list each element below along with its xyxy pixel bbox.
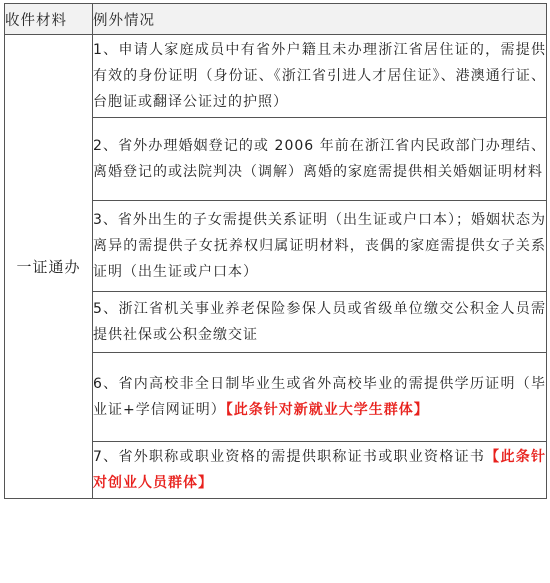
exceptions-table — [4, 3, 547, 499]
header-exceptions: 例外情况 — [93, 4, 547, 35]
exception-item-7 — [93, 442, 547, 499]
target-group-note: 【此条针对创业人员群体】 — [93, 449, 547, 491]
item-text: 6、省内高校非全日制毕业生或省外高校毕业的需提供学历证明（毕业证+学信网证明） — [93, 376, 546, 418]
item-text: 1、申请人家庭成员中有省外户籍且未办理浙江省居住证的，需提供有效的身份证明（身份证、《浙江省引进人才居住证》、港澳通行证、台胞证或翻译公证过的护照） — [93, 42, 546, 110]
item-text: 5、浙江省机关事业养老保险参保人员或省级单位缴交公积金人员需提供社保或公积金缴交证 — [93, 301, 546, 343]
item-text: 3、省外出生的子女需提供关系证明（出生证或户口本）；婚姻状态为离异的需提供子女抚养权归属证明材料，丧偶的家庭需提供女子关系证明（出生证或户口本） — [93, 212, 546, 280]
exception-item-3 — [93, 201, 547, 292]
header-materials: 收件材料 — [5, 4, 93, 35]
table-row — [5, 35, 547, 118]
exception-item-1 — [93, 35, 547, 118]
target-group-note: 【此条针对新就业大学生群体】 — [225, 402, 429, 418]
header-row — [5, 4, 547, 35]
category-cell: 一证通办 — [5, 35, 93, 499]
exception-item-5 — [93, 292, 547, 353]
exception-item-6 — [93, 353, 547, 442]
exception-item-2 — [93, 118, 547, 201]
item-text: 2、省外办理婚姻登记的或 2006 年前在浙江省内民政部门办理结、离婚登记的或法院判决（调解）离婚的家庭需提供相关婚姻证明材料 — [93, 138, 546, 180]
item-text: 7、省外职称或职业资格的需提供职称证书或职业资格证书 — [93, 449, 486, 465]
